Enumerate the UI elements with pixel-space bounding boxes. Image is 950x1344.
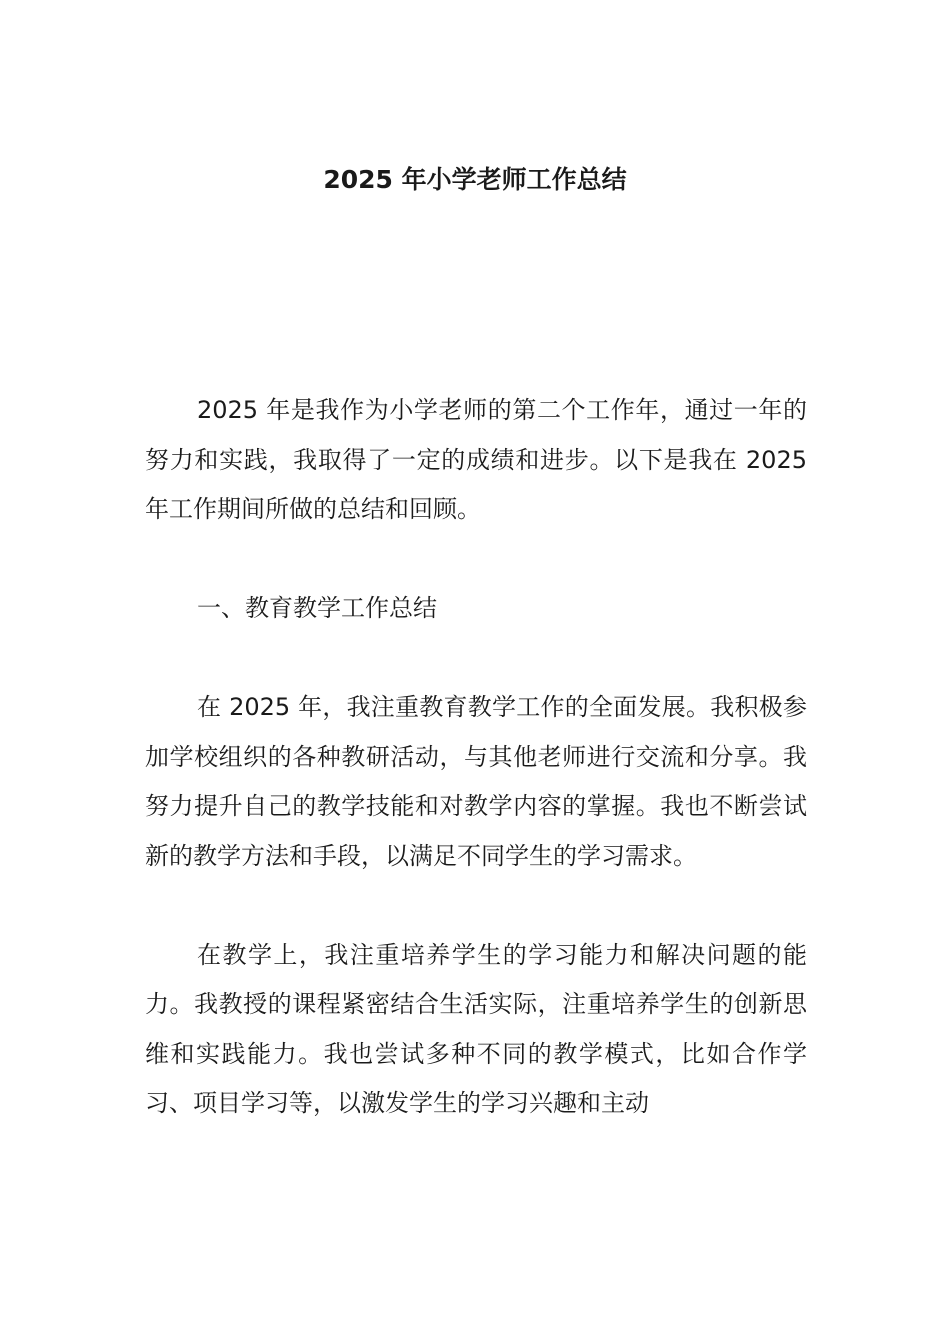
section-heading: 一、教育教学工作总结 [197,594,437,622]
method-paragraph: 在教学上，我注重培养学生的学习能力和解决问题的能力。我教授的课程紧密结合生活实际，注重培养学生的创新思维和实践能力。我也尝试多种不同的教学模式，比如合作学习、项目学习等，以激发学生的学习兴趣和主动 [145,940,807,1117]
document-body [145,386,807,1129]
intro-paragraph: 2025 年是我作为小学老师的第二个工作年，通过一年的努力和实践，我取得了一定的成绩和进步。以下是我在 2025 年工作期间所做的总结和回顾。 [145,396,807,523]
paragraph-gap [145,634,807,684]
paragraph-gap [145,881,807,931]
teaching-paragraph: 在 2025 年，我注重教育教学工作的全面发展。我积极参加学校组织的各种教研活动，与其他老师进行交流和分享。我努力提升自己的教学技能和对教学内容的掌握。我也不断尝试新的教学方法和手段，以满足不同学生的学习需求。 [145,693,807,870]
page-title: 2025 年小学老师工作总结 [323,165,627,194]
paragraph-gap [145,535,807,585]
